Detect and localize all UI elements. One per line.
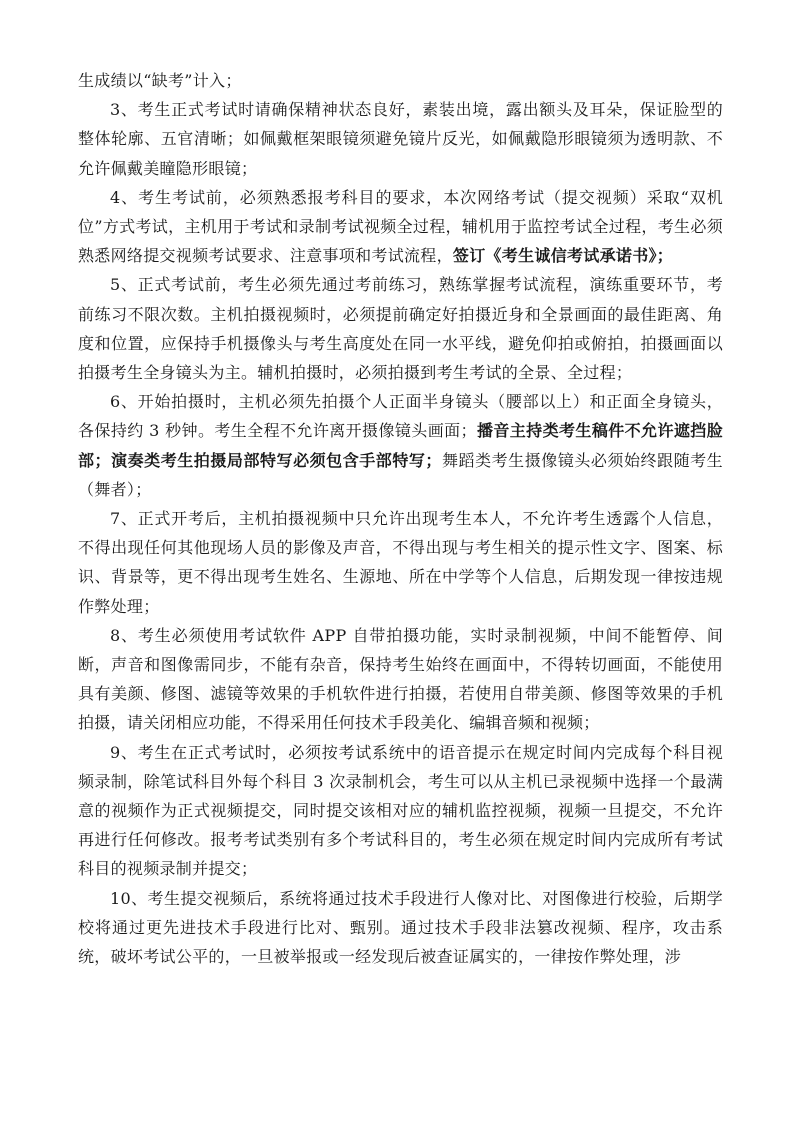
item-4-text: 4、考生考试前，必须熟悉报考科目的要求，本次网络考试（提交视频）采取“双机位”方式考试，主机用于考试和录制考试视频全过程，辅机用于监控考试全过程，考生必须熟悉网络提交视频考试要求、注意事项和考试流程， (78, 187, 723, 266)
item-4-paragraph (78, 183, 723, 271)
item-6-tail-text: 舞蹈类考生摄像镜头必须始终跟随考生（舞者）； (78, 450, 723, 499)
item-4-bold-text: 签订《考生诚信考试承诺书》； (452, 246, 674, 266)
item-10-paragraph: 10、考生提交视频后，系统将通过技术手段进行人像对比、对图像进行校验，后期学校将通过更先进技术手段进行比对、甄别。通过技术手段非法篡改视频、程序，攻击系统，破坏考试公平的，一旦被举报或一经发现后被查证属实的，一律按作弊处理，涉 (78, 888, 723, 967)
item-6-bold-text: 播音主持类考生稿件不允许遮挡脸部；演奏类考生拍摄局部特写必须包含手部特写； (78, 421, 723, 470)
item-6-paragraph (78, 387, 723, 504)
item-7-paragraph: 7、正式开考后，主机拍摄视频中只允许出现考生本人，不允许考生透露个人信息，不得出现任何其他现场人员的影像及声音，不得出现与考生相关的提示性文字、图案、标识、背景等，更不得出现考生姓名、生源地、所在中学等个人信息，后期发现一律按违规作弊处理； (78, 509, 723, 616)
item-6-text: 6、开始拍摄时，主机必须先拍摄个人正面半身镜头（腰部以上）和正面全身镜头，各保持约 3 秒钟。考生全程不允许离开摄像镜头画面； (78, 392, 723, 441)
item-8-paragraph: 8、考生必须使用考试软件 APP 自带拍摄功能，实时录制视频，中间不能暂停、间断，声音和图像需同步，不能有杂音，保持考生始终在画面中，不得转切画面，不能使用具有美颜、修图、滤镜等效果的手机软件进行拍摄，若使用自带美颜、修图等效果的手机拍摄，请关闭相应功能，不得采用任何技术手段美化、编辑音频和视频； (78, 625, 723, 733)
lead-paragraph: 生成绩以“缺考”计入； (78, 71, 242, 90)
item-9-paragraph: 9、考生在正式考试时，必须按考试系统中的语音提示在规定时间内完成每个科目视频录制，除笔试科目外每个科目 3 次录制机会，考生可以从主机已录视频中选择一个最满意的视频作为正式视频提交，同时提交该相对应的辅机监控视频，视频一旦提交，不允许再进行任何修改。报考考试类别有多个考试科目的，考生必须在规定时间内完成所有考试科目的视频录制并提交； (78, 742, 723, 879)
item-5-paragraph: 5、正式考试前，考生必须先通过考前练习，熟练掌握考试流程，演练重要环节，考前练习不限次数。主机拍摄视频时，必须提前确定好拍摄近身和全景画面的最佳距离、角度和位置，应保持手机摄像头与考生高度处在同一水平线，避免仰拍或俯拍，拍摄画面以拍摄考生全身镜头为主。辅机拍摄时，必须拍摄到考生考试的全景、全过程； (78, 275, 723, 383)
item-3-paragraph: 3、考生正式考试时请确保精神状态良好，素装出境，露出额头及耳朵，保证脸型的整体轮廓、五官清晰；如佩戴框架眼镜须避免镜片反光，如佩戴隐形眼镜须为透明款、不允许佩戴美瞳隐形眼镜； (78, 100, 723, 178)
document-page (78, 66, 723, 971)
